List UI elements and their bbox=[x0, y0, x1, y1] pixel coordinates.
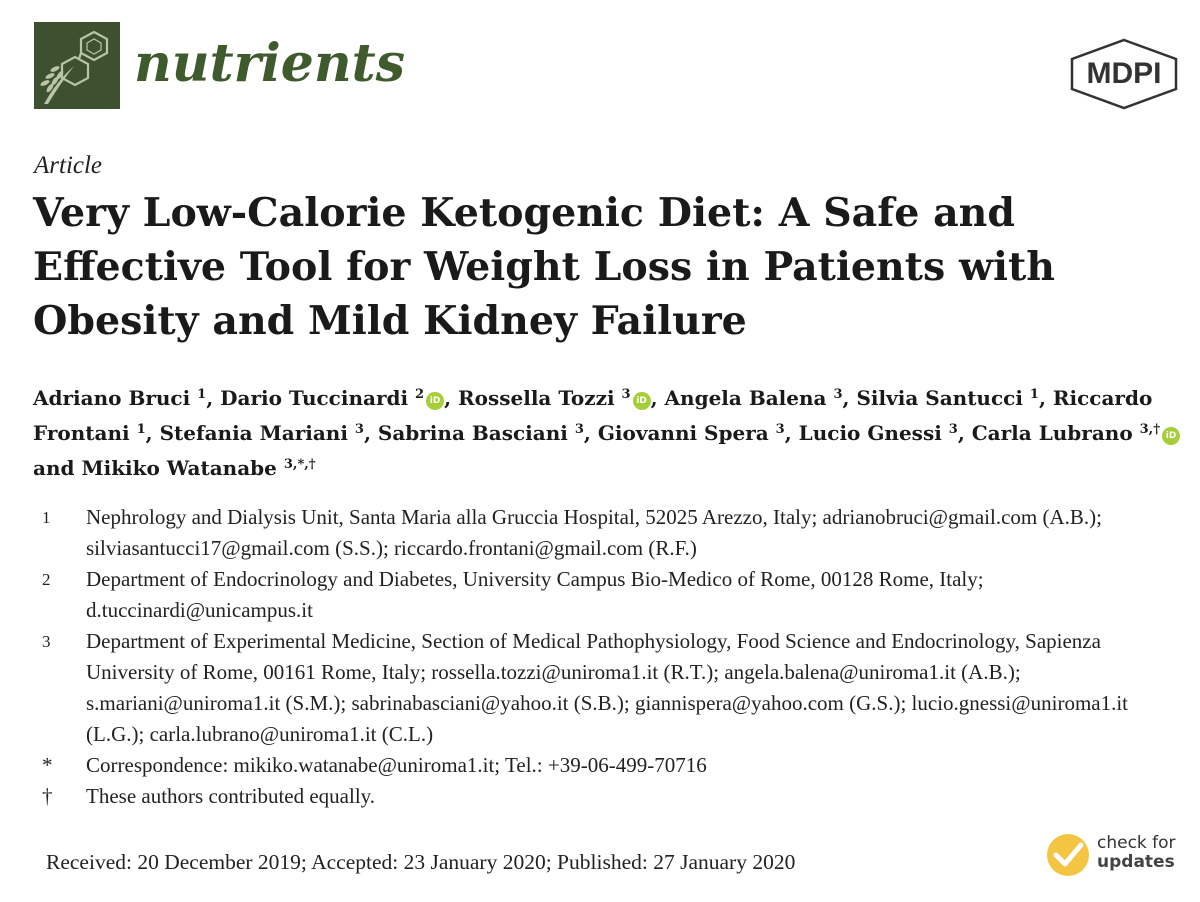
affiliation-item bbox=[42, 626, 1182, 750]
wheat-molecule-icon bbox=[34, 22, 120, 109]
affiliation-item bbox=[42, 502, 1182, 564]
mdpi-logo bbox=[1066, 37, 1182, 111]
affiliation-item bbox=[42, 564, 1182, 626]
affiliations-list bbox=[42, 502, 1182, 812]
author-connector: and bbox=[33, 456, 75, 480]
author-name[interactable]: Rossella Tozzi bbox=[458, 386, 615, 410]
affiliation-superscript: 3 bbox=[574, 422, 584, 437]
affiliation-superscript: 2 bbox=[415, 387, 425, 402]
affiliation-text: These authors contributed equally. bbox=[86, 784, 376, 808]
author-name[interactable]: Silvia Santucci bbox=[856, 386, 1023, 410]
orcid-icon[interactable]: iD bbox=[426, 392, 444, 410]
affiliation-superscript: 1 bbox=[197, 387, 207, 402]
affiliation-superscript: 1 bbox=[136, 422, 146, 437]
affiliation-superscript: 3 bbox=[948, 422, 958, 437]
author-name[interactable]: Lucio Gnessi bbox=[798, 421, 942, 445]
author-name[interactable]: Adriano Bruci bbox=[33, 386, 191, 410]
check-for-updates-label[interactable] bbox=[1097, 834, 1176, 872]
updates-label: updates bbox=[1097, 852, 1175, 872]
author-list: Adriano Bruci $^1$, Dario Tuccinardi $^2$ iD , Rossella Tozzi $^3$ iD , Angela Balena $^3$, Silvia Santucci $^1$, Riccardo Frontani $^1$, Stefania Mariani $^3$, Sabrina Basciani $^3$, Giovanni Spera $^3$, Lucio Gnessi $^3$, Carla Lubrano $^{3,\dagger}$ iD and Mikiko Watanabe $^{3,*,\dagger}$ bbox=[33, 381, 1183, 486]
affiliation-superscript: 3 bbox=[833, 387, 843, 402]
journal-name: nutrients bbox=[134, 33, 405, 94]
article-title: Very Low-Calorie Ketogenic Diet: A Safe and Effective Tool for Weight Loss in Patients with Obesity and Mild Kidney Failure bbox=[33, 190, 1055, 344]
author-name[interactable]: Mikiko Watanabe bbox=[81, 456, 277, 480]
affiliation-superscript: 3 bbox=[354, 422, 364, 437]
publication-dates: Received: 20 December 2019; Accepted: 23 January 2020; Published: 27 January 2020 bbox=[46, 850, 796, 874]
affiliation-marker: 3 bbox=[42, 632, 51, 651]
author-name[interactable]: Stefania Mariani bbox=[159, 421, 348, 445]
author-name[interactable]: Carla Lubrano bbox=[971, 421, 1133, 445]
affiliation-text: Department of Endocrinology and Diabetes, University Campus Bio-Medico of Rome, 00128 Rome, Italy; d.tuccinardi@unicampus.it bbox=[86, 567, 984, 622]
affiliation-item bbox=[42, 750, 1182, 781]
affiliation-marker: 1 bbox=[42, 508, 51, 527]
affiliation-marker: * bbox=[42, 753, 53, 777]
affiliation-superscript: 3,† bbox=[1139, 422, 1161, 437]
affiliation-text: Department of Experimental Medicine, Section of Medical Pathophysiology, Food Science and Endocrinology, Sapienza University of Rome, 00161 Rome, Italy; rossella.tozzi@uniroma1.it (R.T.); angela.balena@uniroma1.it (A.B.); s.mariani@uniroma1.it (S.M.); sabrinabasciani@yahoo.it (S.B.); giannispera@yahoo.com (G.S.); lucio.gnessi@uniroma1.it (L.G.); carla.lubrano@uniroma1.it (C.L.) bbox=[86, 629, 1129, 746]
affiliation-marker: † bbox=[42, 784, 53, 808]
affiliation-text: Correspondence: mikiko.watanabe@uniroma1.it; Tel.: +39-06-499-70716 bbox=[86, 753, 707, 777]
affiliation-superscript: 3,*,† bbox=[283, 457, 316, 472]
publisher-name: MDPI bbox=[1086, 57, 1162, 90]
affiliation-marker: 2 bbox=[42, 570, 51, 589]
author-name[interactable]: Dario Tuccinardi bbox=[220, 386, 409, 410]
affiliation-superscript: 3 bbox=[621, 387, 631, 402]
affiliation-text: Nephrology and Dialysis Unit, Santa Maria alla Gruccia Hospital, 52025 Arezzo, Italy; adrianobruci@gmail.com (A.B.); silviasantucci17@gmail.com (S.S.); riccardo.frontani@gmail.com (R.F.) bbox=[86, 505, 1102, 560]
orcid-icon[interactable]: iD bbox=[1162, 427, 1180, 445]
orcid-icon[interactable]: iD bbox=[633, 392, 651, 410]
article-type: Article bbox=[34, 152, 103, 179]
author-name[interactable]: Giovanni Spera bbox=[597, 421, 769, 445]
check-for-label: check for bbox=[1097, 833, 1176, 853]
affiliation-superscript: 3 bbox=[775, 422, 785, 437]
affiliation-superscript: 1 bbox=[1029, 387, 1039, 402]
author-name[interactable]: Sabrina Basciani bbox=[377, 421, 568, 445]
journal-logo bbox=[34, 22, 120, 109]
affiliation-item bbox=[42, 781, 1182, 812]
author-name[interactable]: Riccardo Frontani bbox=[33, 386, 1153, 445]
author-name[interactable]: Angela Balena bbox=[664, 386, 827, 410]
